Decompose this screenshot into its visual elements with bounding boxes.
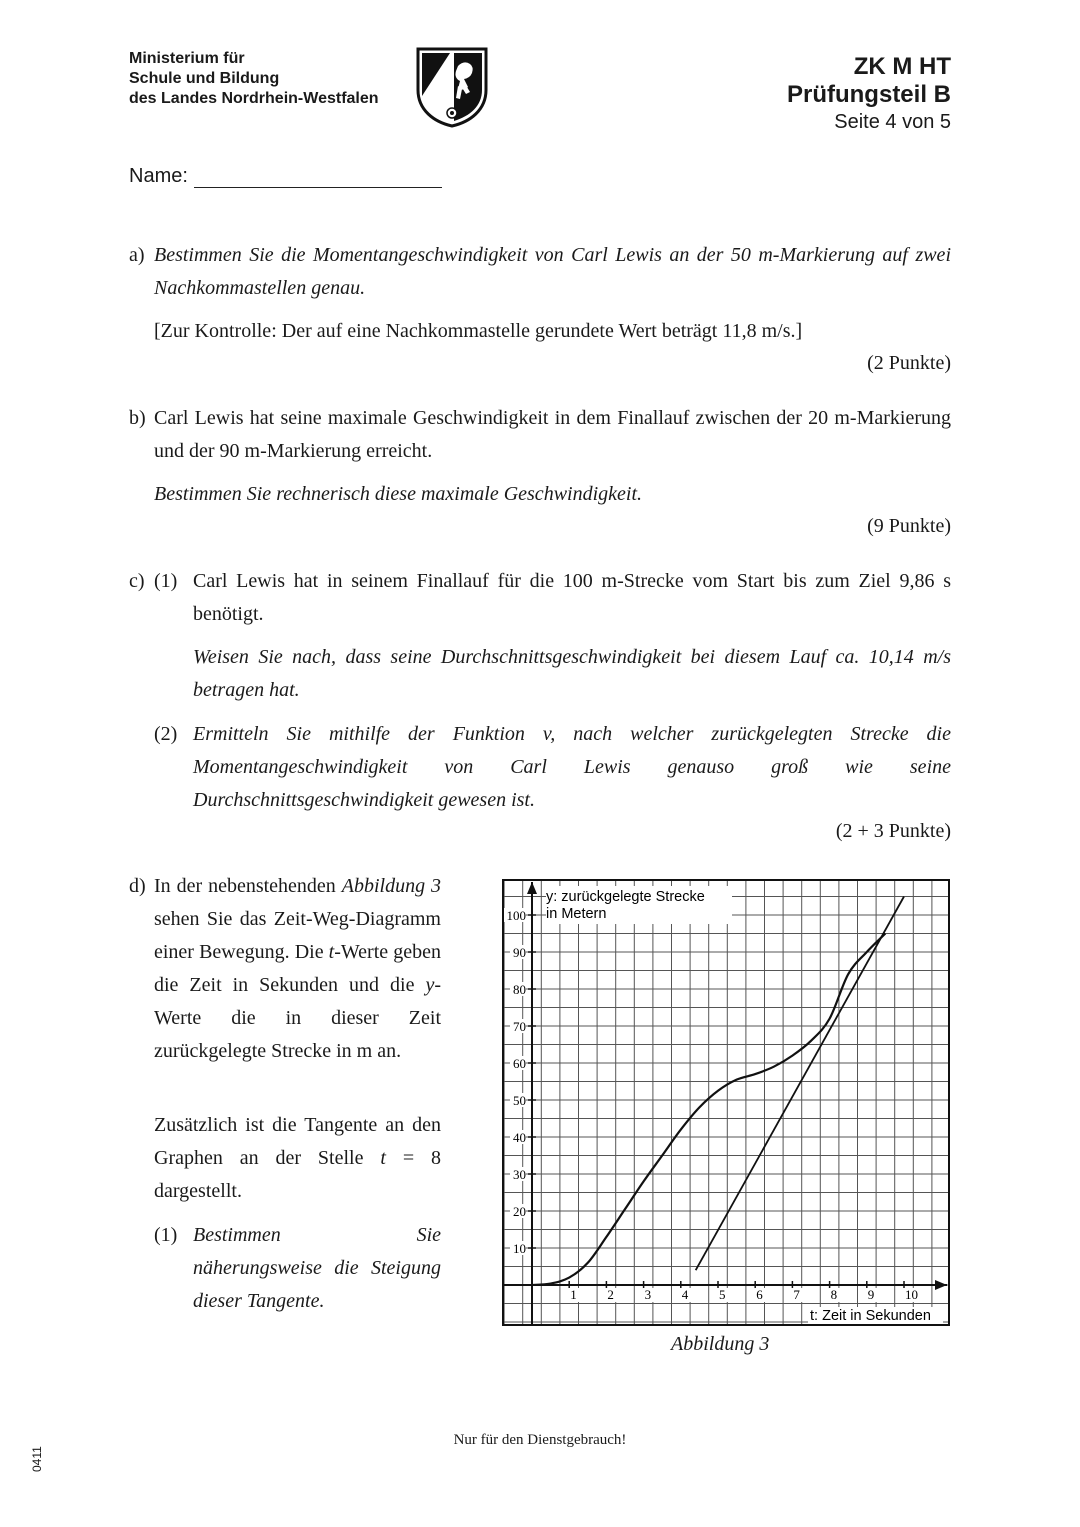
side-code: 0411: [30, 1446, 44, 1472]
figure-caption: Abbildung 3: [671, 1333, 770, 1355]
nrw-crest-icon: [414, 46, 490, 128]
y-tick-label: 10: [513, 1241, 526, 1256]
ministry-line: des Landes Nordrhein-Westfalen: [129, 90, 379, 107]
ministry-line: Ministerium für: [129, 50, 245, 67]
y-axis-label: y: zurückgelegte Strecke: [546, 889, 705, 905]
task-b-text: Carl Lewis hat seine maximale Geschwindigkeit in dem Finallauf zwischen der 20 m-Markierung und der 90 m-Markierung erreicht.: [154, 407, 951, 462]
chart-svg: [488, 866, 958, 1336]
task-c2-label: (2): [154, 723, 178, 745]
exam-part: Prüfungsteil B: [786, 81, 951, 108]
x-tick-label: 8: [830, 1287, 838, 1302]
task-d1-label: (1): [154, 1224, 178, 1246]
task-d-text-part: Zusätzlich ist die Tangente an den Graphen an der Stelle: [154, 1114, 441, 1169]
y-tick-label: 50: [513, 1093, 526, 1108]
page-number: Seite 4 von 5: [834, 111, 951, 133]
task-d-text-part: In der nebenstehenden: [154, 875, 342, 897]
task-d-var-y: y: [425, 974, 435, 996]
ministry-name: [129, 49, 379, 109]
task-c-label: c): [129, 570, 145, 592]
x-tick-label: 6: [756, 1287, 763, 1302]
y-axis-label-2: in Metern: [546, 906, 607, 922]
task-a-hint: [Zur Kontrolle: Der auf eine Nachkommastelle gerundete Wert beträgt 11,8 m/s.]: [154, 320, 803, 342]
y-axis-arrow: [527, 882, 537, 894]
task-d-text-part: = 8 dargestellt.: [154, 1147, 441, 1202]
exam-header: [787, 53, 951, 135]
distance-time-chart: [488, 866, 958, 1341]
task-d-var-t: t: [328, 941, 335, 963]
task-c1-task: Weisen Sie nach, dass seine Durchschnittsgeschwindigkeit bei diesem Lauf ca. 10,14 m/s betragen hat.: [193, 646, 951, 701]
task-b-label: b): [129, 407, 146, 429]
x-tick-label: 10: [905, 1287, 918, 1302]
x-axis-label: t: Zeit in Sekunden: [810, 1308, 931, 1324]
chart-frame: [503, 880, 949, 1325]
y-tick-label: 90: [513, 945, 526, 960]
y-tick-label: 70: [513, 1019, 526, 1034]
ministry-line: Schule und Bildung: [129, 70, 280, 87]
x-tick-label: 7: [793, 1287, 800, 1302]
y-tick-label: 80: [513, 982, 526, 997]
task-d-text2: [154, 1109, 441, 1208]
y-tick-label: 60: [513, 1056, 526, 1071]
task-b-points: (9 Punkte): [867, 515, 951, 537]
exam-code: ZK M HT: [853, 53, 951, 80]
task-d-text: [154, 870, 441, 1068]
task-d-text-part: -Werte geben die Zeit in Sekunden und die: [154, 941, 441, 996]
task-c2-text: Ermitteln Sie mithilfe der Funktion v, nach welcher zurückgelegten Strecke die Momentangeschwindigkeit von Carl Lewis genauso groß wie seine Durchschnittsgeschwindigkeit gewesen ist.: [193, 723, 951, 811]
x-tick-label: 2: [607, 1287, 614, 1302]
y-tick-label: 100: [506, 908, 526, 923]
x-tick-label: 4: [681, 1287, 689, 1302]
x-tick-label: 5: [719, 1287, 726, 1302]
task-b-task: Bestimmen Sie rechnerisch diese maximale Geschwindigkeit.: [154, 483, 643, 505]
y-tick-label: 30: [513, 1167, 526, 1182]
task-d-var-t: t: [380, 1147, 386, 1169]
task-a-text: Bestimmen Sie die Momentangeschwindigkeit von Carl Lewis an der 50 m-Markierung auf zwei Nachkommastellen genau.: [154, 244, 951, 299]
name-field[interactable]: [129, 165, 442, 188]
task-d-text-part: -Werte die in dieser Zeit zurückgelegte Strecke in m an.: [154, 974, 441, 1062]
task-a-points: (2 Punkte): [867, 352, 951, 374]
x-tick-label: 3: [644, 1287, 652, 1302]
name-label: Name:: [129, 165, 188, 187]
task-d-figure-ref: Abbildung 3: [341, 875, 441, 897]
task-c1-text: Carl Lewis hat in seinem Finallauf für die 100 m-Strecke vom Start bis zum Ziel 9,86 s benötigt.: [193, 570, 951, 625]
task-a-label: a): [129, 244, 145, 266]
footer-note: Nur für den Dienstgebrauch!: [453, 1432, 627, 1448]
y-tick-label: 40: [513, 1130, 526, 1145]
task-c-points: (2 + 3 Punkte): [835, 820, 951, 842]
task-d-label: d): [129, 875, 146, 897]
task-d1-task: Bestimmen Sie näherungsweise die Steigung dieser Tangente.: [193, 1224, 441, 1312]
task-c1-label: (1): [154, 570, 178, 592]
x-tick-label: 9: [867, 1287, 875, 1302]
x-tick-label: 1: [570, 1287, 577, 1302]
name-line[interactable]: [194, 167, 442, 188]
task-d-text-part: sehen Sie das Zeit-Weg-Diagramm einer Bewegung. Die: [154, 908, 441, 963]
y-tick-label: 20: [513, 1204, 526, 1219]
x-axis-arrow: [935, 1280, 947, 1290]
